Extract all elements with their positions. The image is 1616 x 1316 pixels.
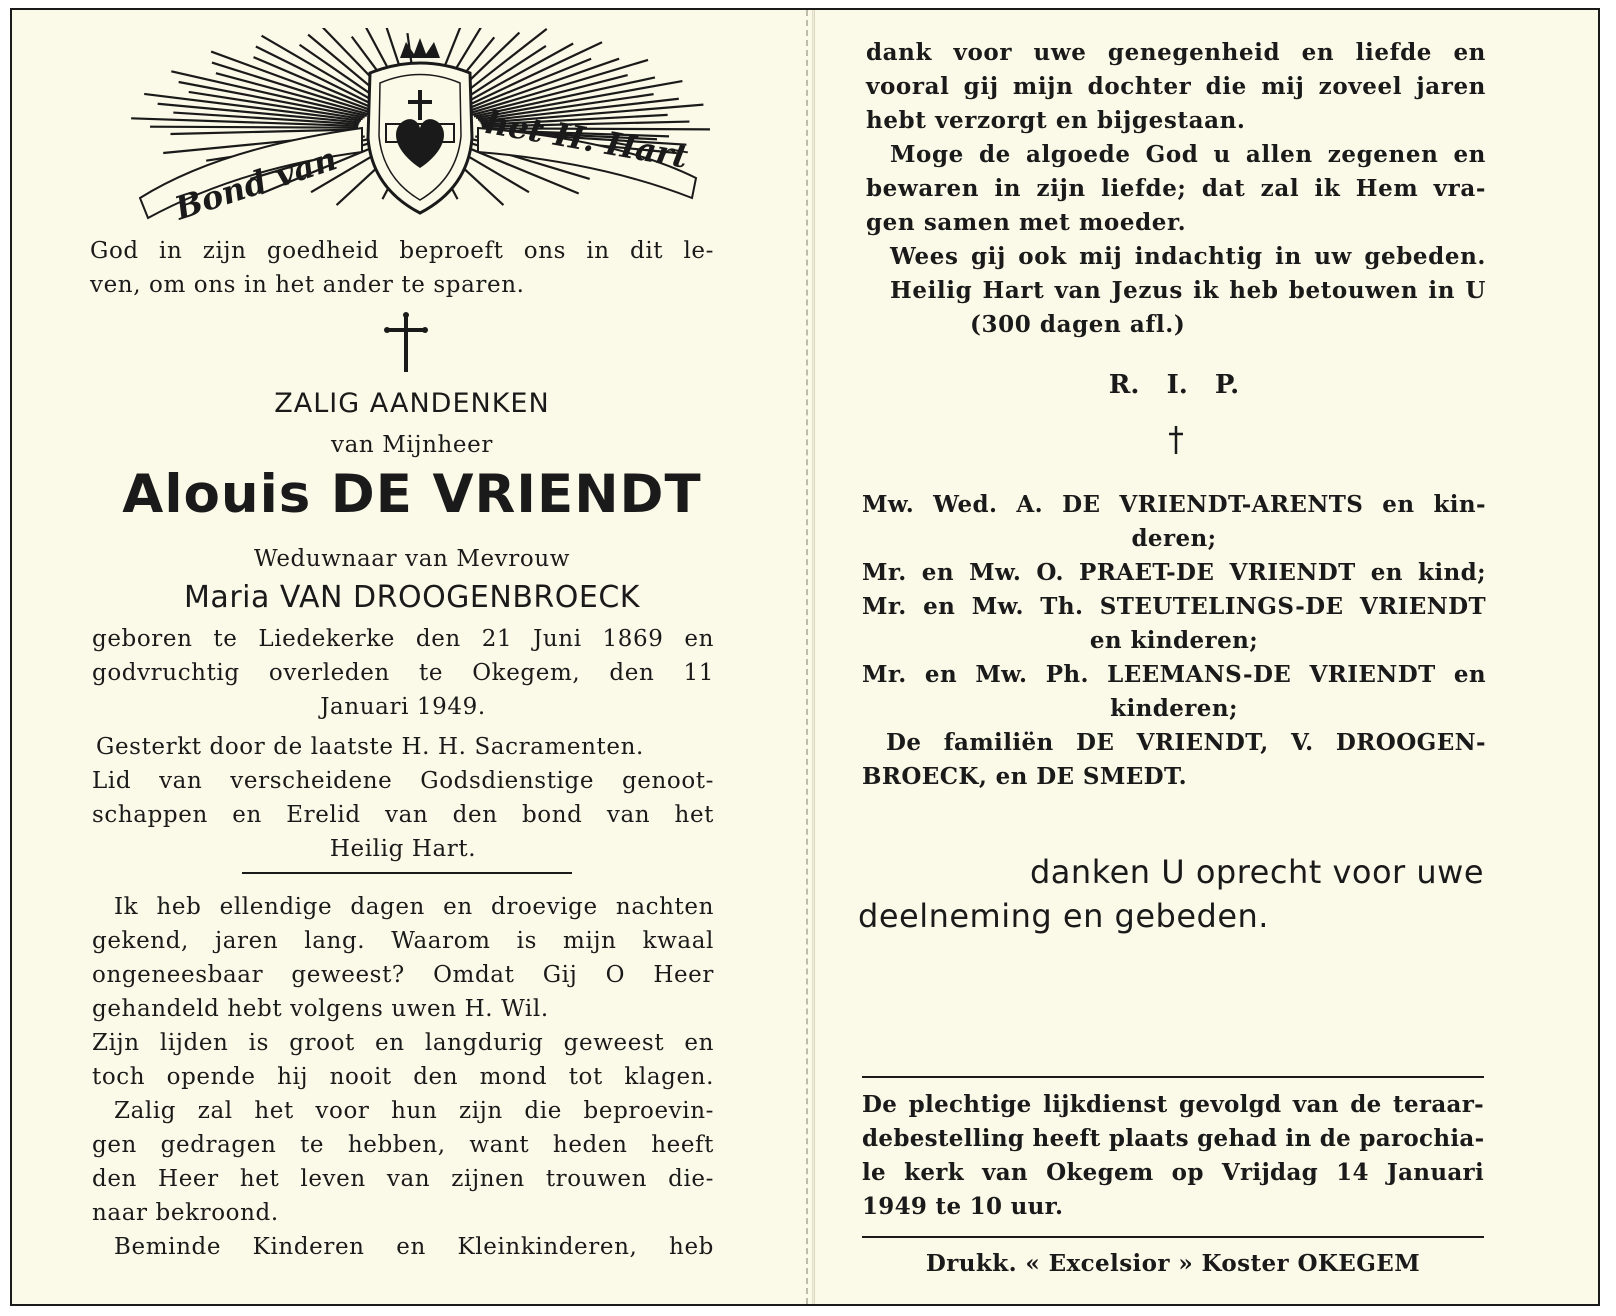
suffering-line: Zijn lijden is groot en langdurig geweest en [92,1030,714,1056]
rip-text: R. I. P. [1108,370,1240,400]
quote-line: gehandeld hebt volgens uwen H. Wil. [92,996,549,1022]
small-cross-icon [1166,424,1186,456]
widow-of: Weduwnaar van Mevrouw [253,546,571,572]
left-panel [12,10,812,1304]
family-line: kinderen; [1110,695,1238,722]
thanks-line: dank voor uwe genegenheid en liefde en [866,39,1486,66]
thanks-line: vooral gij mijn dochter die mij zoveel jaren [866,73,1486,100]
birth-line: geboren te Liedekerke den 21 Juni 1869 en [92,626,714,652]
printer-credit: Drukk. « Excelsior » Koster OKEGEM [925,1250,1421,1277]
blessing-line: bewaren in zijn liefde; dat zal ik Hem vra- [866,175,1486,202]
gratitude-line: danken U oprecht voor uwe [1029,853,1484,891]
funeral-line: debestelling heeft plaats gehad in de parochia- [862,1125,1485,1152]
emblem-ray [150,127,358,128]
birth-text [92,622,714,724]
gratitude-line: deelneming en gebeden. [858,897,1269,935]
thanks-line: hebt verzorgt en bijgestaan. [866,107,1246,134]
divider [242,872,572,874]
blessed-line: gen gedragen te hebben, want heden heeft [92,1132,714,1158]
membership-text [92,764,714,866]
thanks-text [866,36,1486,342]
subheading: van Mijnheer [331,432,493,458]
blessing-line: gen samen met moeder. [866,209,1187,236]
sacred-heart-emblem-icon [100,28,740,228]
blessed-line: Zalig zal het voor hun zijn die beproevin- [114,1098,714,1124]
funeral-line: 1949 te 10 uur. [862,1193,1064,1220]
quote-line: Ik heb ellendige dagen en droevige nachten [114,894,714,920]
funeral-divider [862,1076,1484,1078]
funeral-text [862,1088,1484,1224]
birth-line: Januari 1949. [320,694,486,720]
indulgence-line: (300 dagen afl.) [970,311,1186,338]
suffering-line: toch opende hij nooit den mond tot klagen. [92,1064,714,1090]
quote-line: ongeneesbaar geweest? Omdat Gij O Heer [92,962,714,988]
emblem-ray [211,52,375,112]
intro-line: God in zijn goedheid beproeft ons in dit le- [90,238,714,264]
family-line: en kinderen; [1089,627,1259,654]
family-line: Mr. en Mw. Ph. LEEMANS-DE VRIENDT en [862,661,1486,688]
cross-icon [384,312,428,374]
member-line: Heilig Hart. [329,836,477,862]
birth-line: godvruchtig overleden te Okegem, den 11 [92,660,714,686]
member-line: schappen en Erelid van den bond van het [92,802,714,828]
family-line: BROECK, en DE SMEDT. [862,763,1187,790]
family-line: Mw. Wed. A. DE VRIENDT-ARENTS en kin- [862,491,1486,518]
family-line: deren; [1131,525,1217,552]
blessed-line: naar bekroond. [92,1200,279,1226]
family-line: Mr. en Mw. O. PRAET-DE VRIENDT en kind; [862,559,1486,586]
printer-divider [862,1236,1484,1238]
quote-text [92,890,714,1264]
blessed-line: den Heer het leven van zijnen trouwen die- [92,1166,714,1192]
memorial-card [10,8,1600,1306]
emblem-ray [462,59,591,111]
banner-left-text: Bond van [170,139,342,228]
intro-line: ven, om ons in het ander te sparen. [90,272,525,298]
prayer-line: Heilig Hart van Jezus ik heb betouwen in U [890,277,1486,304]
family-line: Mr. en Mw. Th. STEUTELINGS-DE VRIENDT [862,593,1486,620]
blessing-line: Moge de algoede God u allen zegenen en [890,141,1486,168]
heading: ZALIG AANDENKEN [274,388,550,419]
funeral-line: le kerk van Okegem op Vrijdag 14 Januari [862,1159,1484,1186]
sacraments-text: Gesterkt door de laatste H. H. Sacramenten. [96,734,644,760]
closing-line: Beminde Kinderen en Kleinkinderen, heb [114,1234,714,1260]
family-list [862,488,1486,794]
member-line: Lid van verscheidene Godsdienstige genoot- [92,768,714,794]
deceased-name: Alouis DE VRIENDT [122,464,702,525]
funeral-line: De plechtige lijkdienst gevolgd van de teraar- [862,1091,1484,1118]
banner-right-text: het H. Hart [482,102,691,176]
spouse-name: Maria VAN DROOGENBROECK [184,580,640,615]
remember-line: Wees gij ook mij indachtig in uw gebeden. [890,243,1486,270]
intro-text [90,238,714,298]
quote-line: gekend, jaren lang. Waarom is mijn kwaal [92,928,714,954]
fold-line [806,10,808,1304]
right-panel [814,10,1600,1304]
gratitude-text [858,850,1484,938]
family-line: De familiën DE VRIENDT, V. DROOGEN- [886,729,1486,756]
